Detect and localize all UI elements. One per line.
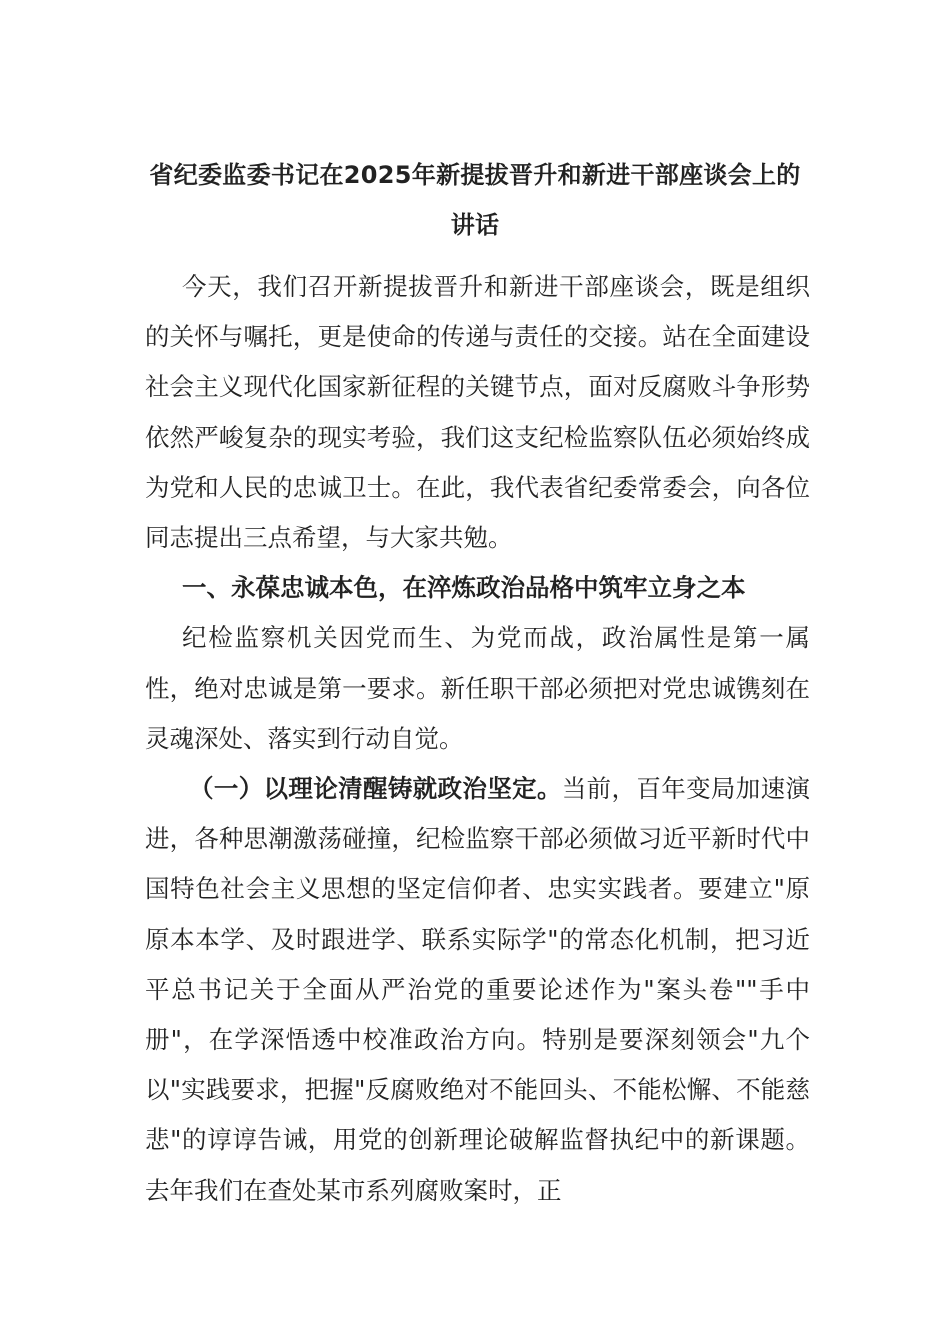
document-body (145, 262, 810, 1216)
paragraph-intro: 今天，我们召开新提拔晋升和新进干部座谈会，既是组织的关怀与嘱托，更是使命的传递与责任的交接。站在全面建设社会主义现代化国家新征程的关键节点，面对反腐败斗争形势依然严峻复杂的现实考验，我们这支纪检监察队伍必须始终成为党和人民的忠诚卫士。在此，我代表省纪委常委会，向各位同志提出三点希望，与大家共勉。 (145, 272, 810, 553)
section-heading-1: 一、永葆忠诚本色，在淬炼政治品格中筑牢立身之本 (182, 573, 746, 603)
subsection-lead: （一）以理论清醒铸就政治坚定。 (189, 774, 562, 804)
subsection-text: 当前，百年变局加速演进，各种思潮激荡碰撞，纪检监察干部必须做习近平新时代中国特色社会主义思想的坚定信仰者、忠实实践者。要建立"原原本本学、及时跟进学、联系实际学"的常态化机制，把习近平总书记关于全面从严治党的重要论述作为"案头卷""手中册"，在学深悟透中校准政治方向。特别是要深刻领会"九个以"实践要求，把握"反腐败绝对不能回头、不能松懈、不能慈悲"的谆谆告诫，用党的创新理论破解监督执纪中的新课题。去年我们在查处某市系列腐败案时，正 (145, 774, 810, 1205)
paragraph-section-1-intro: 纪检监察机关因党而生、为党而战，政治属性是第一属性，绝对忠诚是第一要求。新任职干部必须把对党忠诚镌刻在灵魂深处、落实到行动自觉。 (145, 623, 810, 753)
document-title: 省纪委监委书记在2025年新提拔晋升和新进干部座谈会上的讲话 (149, 161, 801, 239)
paragraph-subsection-1 (145, 764, 810, 1216)
